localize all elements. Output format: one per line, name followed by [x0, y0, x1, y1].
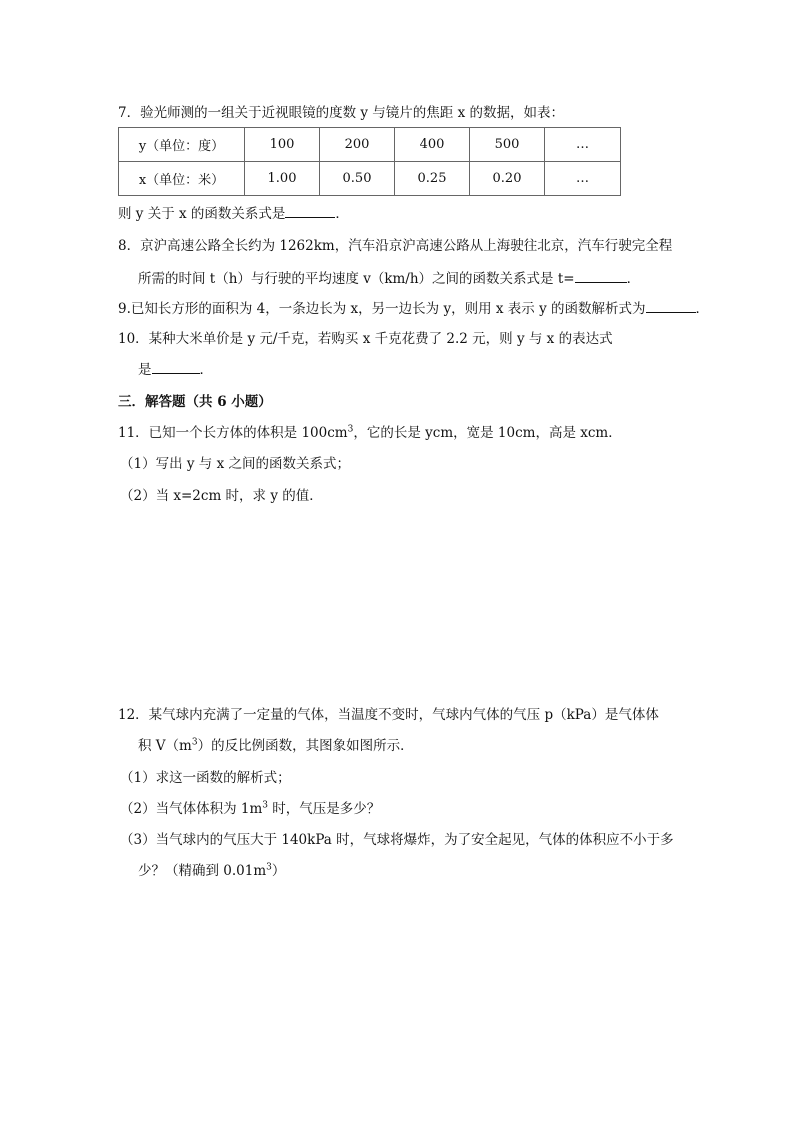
q12-part2-b: 时，气压是多少？	[268, 801, 381, 817]
q8-answer-blank[interactable]	[575, 268, 627, 283]
q7-text: 7．验光师测的一组关于近视眼镜的度数 y 与镜片的焦距 x 的数据，如表：	[118, 105, 564, 121]
table-row	[119, 162, 621, 196]
table-cell: 0.25	[395, 162, 470, 196]
q11-part2: （2）当 x=2cm 时，求 y 的值．	[120, 488, 323, 504]
q12-part2-a: （2）当气体体积为 1m	[120, 801, 263, 817]
q11-stem-sup: 3	[347, 424, 354, 435]
q11-stem-b: ，它的长是 ycm，宽是 10cm，高是 xcm．	[353, 425, 622, 441]
q8-line2-suffix: ．	[626, 271, 641, 287]
q10-line1: 10．某种大米单价是 y 元/千克，若购买 x 千克花费了 2.2 元，则 y 与 x 的表达式	[118, 331, 613, 347]
q11-stem-a: 11．已知一个长方体的体积是 100cm	[118, 425, 348, 441]
q10-line2	[138, 359, 213, 380]
q11-stem	[118, 423, 622, 443]
table-cell: …	[545, 128, 621, 162]
q10-line2-suffix: ．	[199, 362, 213, 378]
table-row-label: x（单位：米）	[119, 162, 245, 196]
q10-line2-prefix: 是	[138, 362, 152, 378]
q12-part1: （1）求这一函数的解析式；	[120, 770, 291, 786]
q12-line2-a: 积 V（m	[138, 738, 192, 754]
q7-answer-prefix: 则 y 关于 x 的函数关系式是	[118, 206, 286, 222]
q7-data-table	[118, 127, 621, 196]
q12-part3-line2-a: 少？（精确到 0.01m	[138, 863, 267, 879]
table-row-label: y（单位：度）	[119, 128, 245, 162]
table-cell: …	[545, 162, 621, 196]
q8-line2	[138, 268, 640, 289]
q12-line2-sup: 3	[191, 737, 198, 748]
q9-suffix: ．	[695, 301, 709, 317]
q12-line2-b: ）的反比例函数，其图象如图所示．	[197, 738, 414, 754]
q12-part3-line2	[138, 861, 285, 881]
q12-part2-sup: 3	[262, 800, 269, 811]
q12-line2	[138, 736, 414, 756]
q9-answer-blank[interactable]	[646, 298, 696, 313]
q7-answer-blank[interactable]	[285, 203, 335, 218]
q12-part3: （3）当气球内的气压大于 140kPa 时，气球将爆炸，为了安全起见，气体的体积应不小于多	[120, 832, 674, 848]
table-cell: 200	[320, 128, 395, 162]
q7-answer-suffix: ．	[335, 206, 349, 222]
q10-answer-blank[interactable]	[152, 359, 200, 374]
q12-part3-line2-b: ）	[271, 863, 286, 879]
q12-line1: 12．某气球内充满了一定量的气体，当温度不变时，气球内气体的气压 p（kPa）是气体体	[118, 707, 659, 723]
table-cell: 100	[245, 128, 320, 162]
table-row	[119, 128, 621, 162]
q12-part2	[120, 799, 380, 819]
q8-line1: 8．京沪高速公路全长约为 1262km，汽车沿京沪高速公路从上海驶往北京，汽车行驶完全程	[118, 238, 673, 254]
table-cell: 400	[395, 128, 470, 162]
q9-prefix: 9.已知长方形的面积为 4，一条边长为 x，另一边长为 y，则用 x 表示 y 的函数解析式为	[118, 301, 646, 317]
table-cell: 0.20	[470, 162, 545, 196]
section-title: 三．解答题（共 6 小题）	[118, 394, 272, 410]
table-cell: 500	[470, 128, 545, 162]
table-cell: 0.50	[320, 162, 395, 196]
q12-part3-line2-sup: 3	[266, 862, 272, 873]
q7-answer-line	[118, 203, 349, 224]
q9-line	[118, 298, 709, 319]
q8-line2-prefix: 所需的时间 t（h）与行驶的平均速度 v（km/h）之间的函数关系式是 t=	[138, 271, 575, 287]
q11-part1: （1）写出 y 与 x 之间的函数关系式；	[120, 456, 350, 472]
table-cell: 1.00	[245, 162, 320, 196]
